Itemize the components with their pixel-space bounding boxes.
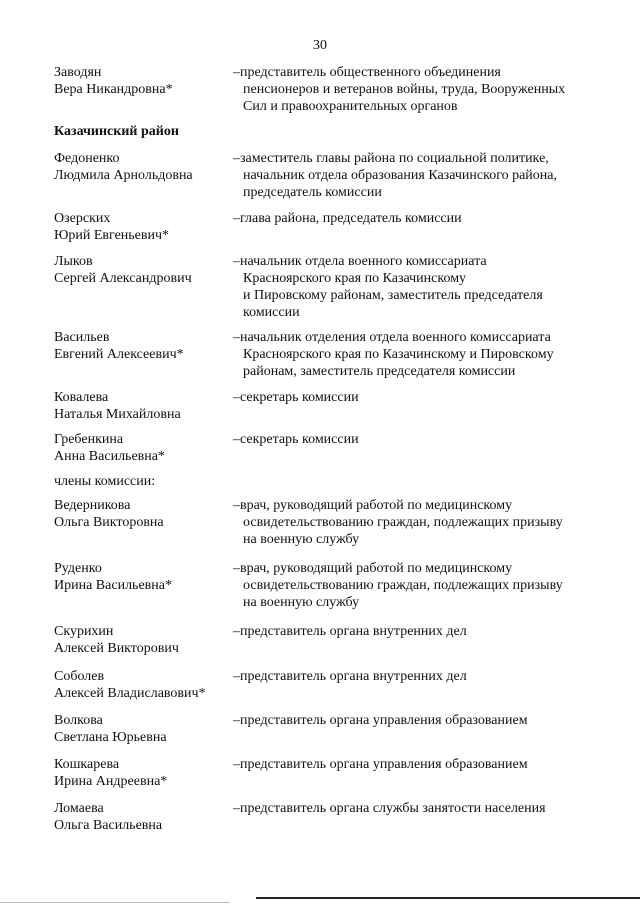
person-role: –врач, руководящий работой по медицинскому освидетельствованию граждан, подлежащих призыву на военную службу: [233, 498, 563, 547]
person-name: Ковалева Наталья Михайловна: [54, 390, 181, 422]
person-role: –начальник отделения отдела военного комиссариата Красноярского края по Казачинскому и Пировскому районам, заместитель председателя комиссии: [233, 330, 554, 379]
page-number: 30: [313, 38, 327, 53]
scan-edge-line: [0, 902, 230, 903]
page-edge-line: [256, 897, 640, 899]
person-role: –секретарь комиссии: [233, 390, 359, 405]
person-role: –представитель органа управления образованием: [233, 757, 528, 772]
person-role: –представитель органа внутренних дел: [233, 669, 467, 684]
person-role: –врач, руководящий работой по медицинскому освидетельствованию граждан, подлежащих призыву на военную службу: [233, 561, 563, 610]
person-name: Лыков Сергей Александрович: [54, 254, 192, 286]
section-heading: Казачинский район: [54, 124, 179, 139]
person-role: –заместитель главы района по социальной политике, начальник отдела образования Казачинского района, председатель комиссии: [233, 151, 558, 200]
person-role: –представитель общественного объединения пенсионеров и ветеранов войны, труда, Вооруженных Сил и правоохранительных органов: [233, 65, 566, 114]
person-name: Гребенкина Анна Васильевна*: [54, 432, 165, 464]
person-name: Соболев Алексей Владиславович*: [54, 669, 206, 701]
person-role: –представитель органа управления образованием: [233, 713, 528, 728]
person-name: Васильев Евгений Алексеевич*: [54, 330, 184, 362]
person-role: –представитель органа внутренних дел: [233, 624, 467, 639]
members-label: члены комиссии:: [54, 474, 156, 489]
person-name: Руденко Ирина Васильевна*: [54, 561, 172, 593]
person-name: Волкова Светлана Юрьевна: [54, 713, 167, 745]
person-name: Кошкарева Ирина Андреевна*: [54, 757, 168, 789]
person-role: –глава района, председатель комиссии: [233, 211, 462, 226]
person-name: Федоненко Людмила Арнольдовна: [54, 151, 193, 183]
person-role: –представитель органа службы занятости населения: [233, 801, 546, 816]
person-name: Скурихин Алексей Викторович: [54, 624, 179, 656]
person-role: –начальник отдела военного комиссариата Красноярского края по Казачинскому и Пировскому районам, заместитель председателя комиссии: [233, 254, 543, 320]
person-name: Заводян Вера Никандровна*: [54, 65, 173, 97]
person-name: Ведерникова Ольга Викторовна: [54, 498, 164, 530]
person-role: –секретарь комиссии: [233, 432, 359, 447]
person-name: Ломаева Ольга Васильевна: [54, 801, 163, 833]
person-name: Озерских Юрий Евгеньевич*: [54, 211, 170, 243]
